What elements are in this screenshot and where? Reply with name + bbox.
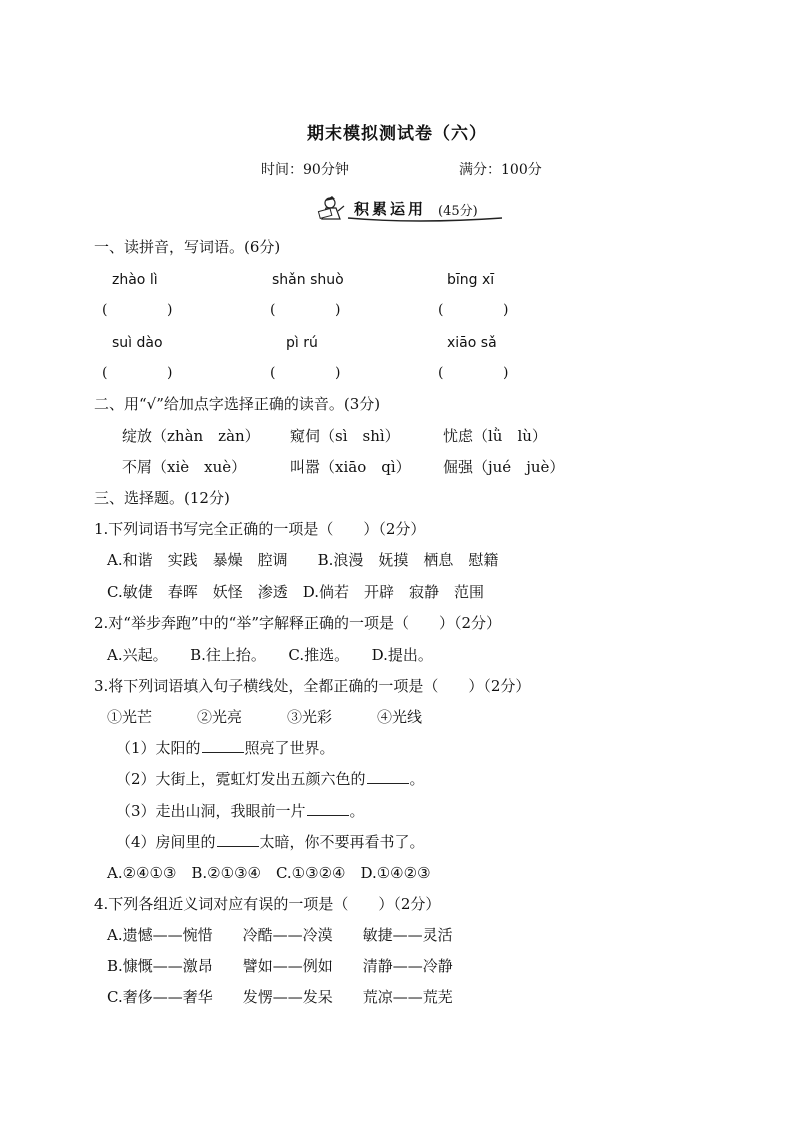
fill-blank-2[interactable] <box>367 769 409 784</box>
q1-box-1-open: ( <box>102 302 108 318</box>
fill-blank-4[interactable] <box>217 832 259 847</box>
q1-box-4-open: ( <box>102 365 108 381</box>
q3-1-stem: 1.下列词语书写完全正确的一项是（ ）（2分） <box>94 520 426 538</box>
q1-pinyin-4: suì dào <box>112 335 163 351</box>
sentence-1-end: 照亮了世界。 <box>244 739 335 757</box>
q1-box-5-close: ) <box>335 365 341 381</box>
q3-3-sentence-1 <box>116 738 335 758</box>
score-label: 满分：100分 <box>459 162 542 178</box>
section-banner <box>316 193 506 223</box>
section-score: (45分) <box>438 204 478 219</box>
q2-item-5: 叫嚣（xiāo qì） <box>290 458 411 476</box>
q1-box-1-close: ) <box>167 302 173 318</box>
q2-heading: 二、用“√”给加点字选择正确的读音。(3分) <box>94 395 381 413</box>
section-title: 积累运用 <box>354 200 427 218</box>
q1-pinyin-2: shǎn shuò <box>272 272 344 288</box>
sentence-1-start: （1）太阳的 <box>116 739 201 757</box>
q1-box-2-close: ) <box>335 302 341 318</box>
q3-heading: 三、选择题。(12分) <box>94 489 230 507</box>
q3-4-option-a: A.遗憾——惋惜 冷酷——冷漠 敏捷——灵活 <box>107 926 453 944</box>
q3-1-options-cd: C.敏倢 春晖 妖怪 渗透 D.倘若 开辟 寂静 范围 <box>107 583 484 601</box>
q1-pinyin-6: xiāo sǎ <box>447 335 497 351</box>
q1-pinyin-1: zhào lì <box>112 272 158 288</box>
q1-box-5-open: ( <box>270 365 276 381</box>
q3-1-options-ab: A.和谐 实践 暴燥 腔调 B.浪漫 妩摸 栖息 慰籍 <box>107 551 499 569</box>
sentence-3-end: 。 <box>349 802 365 820</box>
q3-3-word-bank: ①光芒 ②光亮 ③光彩 ④光线 <box>107 708 423 726</box>
q1-heading: 一、读拼音，写词语。(6分) <box>94 238 281 256</box>
q3-4-option-c: C.奢侈——奢华 发愣——发呆 荒凉——荒芜 <box>107 988 453 1006</box>
q3-3-sentence-2 <box>116 769 425 789</box>
q2-item-3: 忧虑（lǜ lù） <box>443 427 547 445</box>
sentence-4-end: 太暗，你不要再看书了。 <box>259 833 425 851</box>
q1-box-3-open: ( <box>438 302 444 318</box>
q3-2-options: A.兴起。 B.往上抬。 C.推选。 D.提出。 <box>107 646 433 664</box>
q1-box-6-open: ( <box>438 365 444 381</box>
q1-box-6-close: ) <box>503 365 509 381</box>
q2-item-4: 不屑（xiè xuè） <box>122 458 247 476</box>
q1-box-2-open: ( <box>270 302 276 318</box>
q3-3-sentence-4 <box>116 832 425 852</box>
q3-2-stem: 2.对“举步奔跑”中的“举”字解释正确的一项是（ ）（2分） <box>94 614 502 632</box>
q2-item-6: 倔强（jué juè） <box>443 458 565 476</box>
q3-4-stem: 4.下列各组近义词对应有误的一项是（ ）（2分） <box>94 895 441 913</box>
q3-4-option-b: B.慷慨——激昂 譬如——例如 清静——冷静 <box>107 957 453 975</box>
fill-blank-1[interactable] <box>202 738 244 753</box>
q3-3-options: A.②④①③ B.②①③④ C.①③②④ D.①④②③ <box>107 864 431 882</box>
q2-item-2: 窥伺（sì shì） <box>290 427 400 445</box>
q1-pinyin-3: bīng xī <box>447 272 495 288</box>
sentence-2-end: 。 <box>409 770 425 788</box>
sentence-2-start: （2）大街上，霓虹灯发出五颜六色的 <box>116 770 366 788</box>
q3-3-stem: 3.将下列词语填入句子横线处，全都正确的一项是（ ）（2分） <box>94 677 531 695</box>
q1-box-3-close: ) <box>503 302 509 318</box>
sentence-3-start: （3）走出山洞，我眼前一片 <box>116 802 306 820</box>
q2-item-1: 绽放（zhàn zàn） <box>122 427 260 445</box>
sentence-4-start: （4）房间里的 <box>116 833 216 851</box>
q3-3-sentence-3 <box>116 801 365 821</box>
q1-pinyin-5: pì rú <box>286 335 318 351</box>
time-label: 时间：90分钟 <box>261 162 349 178</box>
q1-box-4-close: ) <box>167 365 173 381</box>
fill-blank-3[interactable] <box>307 801 349 816</box>
reading-child-icon <box>318 196 344 219</box>
page-title: 期末模拟测试卷（六） <box>307 124 487 144</box>
